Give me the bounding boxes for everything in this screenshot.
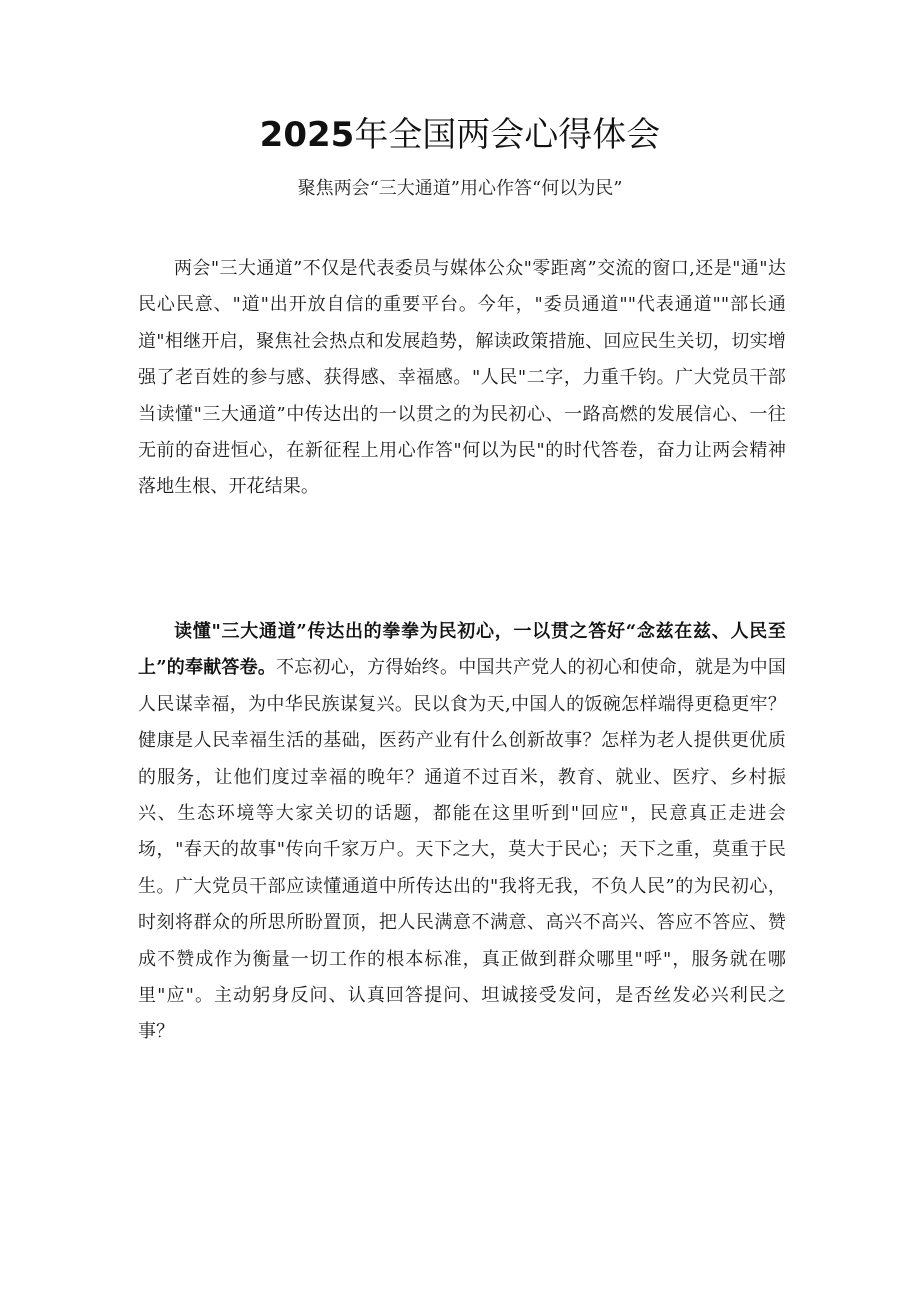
page-subtitle: 聚焦两会“三大通道”用心作答“何以为民” [297,178,623,199]
body-paragraph-2 [138,614,786,1051]
paragraph-1-text: 两会"三大通道”不仅是代表委员与媒体公众"零距离”交流的窗口,还是"通"达民心民意、"道"出开放自信的重要平台。今年，"委员通道""代表通道""部长通道"相继开启，聚焦社会热点和发展趋势，解读政策措施、回应民生关切，切实增强了老百姓的参与感、获得感、幸福感。"人民"二字，力重千钧。广大党员干部当读懂"三大通道”中传达出的一以贯之的为民初心、一路高燃的发展信心、一往无前的奋进恒心，在新征程上用心作答"何以为民"的时代答卷，奋力让两会精神落地生根、开花结果。 [138,258,786,498]
paragraph-2-lead-sentence: 读懂"三大通道”传达出的拳拳为民初心，一以贯之答好“念兹在兹、人民至上”的奉献答卷。 [138,621,786,679]
title-text: 年全国两会心得体会 [354,115,661,155]
body-paragraph-1 [138,251,786,506]
paragraph-2-text: 不忘初心，方得始终。中国共产党人的初心和使命，就是为中国人民谋幸福，为中华民族谋复兴。民以食为天,中国人的饭碗怎样端得更稳更牢？健康是人民幸福生活的基础，医药产业有什么创新故事？怎样为老人提供更优质的服务，让他们度过幸福的晚年？通道不过百米，教育、就业、医疗、乡村振兴、生态环境等大家关切的话题，都能在这里听到"回应"，民意真正走进会场，"春天的故事"传向千家万户。天下之大，莫大于民心；天下之重，莫重于民生。广大党员干部应读懂通道中所传达出的"我将无我，不负人民”的为民初心，时刻将群众的所思所盼置顶，把人民满意不满意、高兴不高兴、答应不答应、赞成不赞成作为衡量一切工作的根本标准，真正做到群众哪里"呼"，服务就在哪里"应"。主动躬身反问、认真回答提问、坦诚接受发问，是否丝发必兴利民之事？ [138,657,786,1043]
page-title [0,110,920,160]
title-year: 2025 [259,115,355,155]
